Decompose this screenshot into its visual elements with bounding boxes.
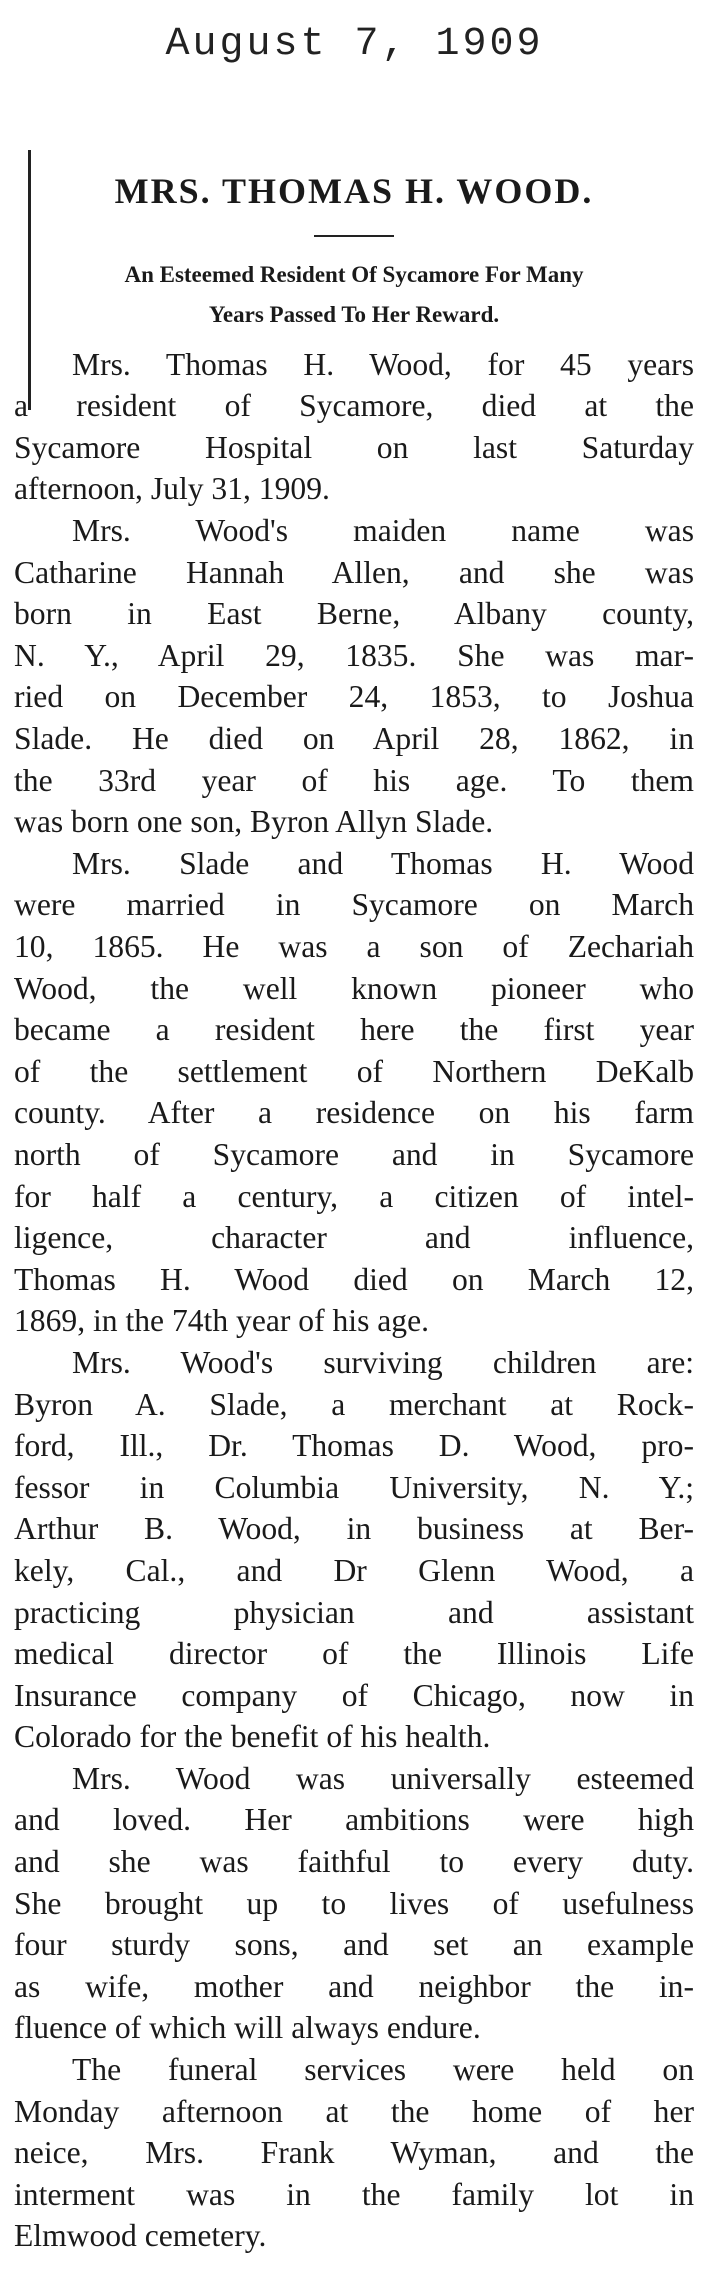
paragraph-line: practicing physician and assistant: [14, 1594, 694, 1630]
paragraph-line: neice, Mrs. Frank Wyman, and the: [14, 2135, 694, 2171]
paragraph-line: and she was faithful to every duty.: [14, 1844, 694, 1880]
paragraph-line: ried on December 24, 1853, to Joshua: [14, 679, 694, 715]
paragraph-line: Catharine Hannah Allen, and she was: [14, 554, 694, 590]
article-paragraph: [14, 843, 694, 1342]
paragraph-line: were married in Sycamore on March: [14, 887, 694, 923]
date-header: August 7, 1909: [165, 22, 544, 67]
paragraph-line: N. Y., April 29, 1835. She was mar-: [14, 637, 694, 673]
paragraph-line: of the settlement of Northern DeKalb: [14, 1053, 694, 1089]
paragraph-line: ford, Ill., Dr. Thomas D. Wood, pro-: [14, 1428, 694, 1464]
paragraph-line: county. After a residence on his farm: [14, 1095, 694, 1131]
paragraph-line: afternoon, July 31, 1909.: [14, 471, 330, 507]
paragraph-line: became a resident here the first year: [14, 1012, 694, 1048]
article-paragraph: [14, 344, 694, 510]
paragraph-line: north of Sycamore and in Sycamore: [14, 1136, 694, 1172]
paragraph-line: Elmwood cemetery.: [14, 2218, 267, 2254]
paragraph-line: born in East Berne, Albany county,: [14, 596, 694, 632]
paragraph-line: and loved. Her ambitions were high: [14, 1802, 694, 1838]
paragraph-line: 1869, in the 74th year of his age.: [14, 1303, 430, 1339]
subheadline-line-2: Years Passed To Her Reward.: [208, 302, 500, 328]
obituary-article: [14, 160, 694, 2257]
paragraph-line: ligence, character and influence,: [14, 1220, 694, 1256]
paragraph-line: Mrs. Wood's surviving children are:: [72, 1344, 694, 1380]
paragraph-line: Wood, the well known pioneer who: [14, 970, 694, 1006]
paragraph-line: Arthur B. Wood, in business at Ber-: [14, 1511, 694, 1547]
paragraph-line: Colorado for the benefit of his health.: [14, 1719, 491, 1755]
paragraph-line: Mrs. Thomas H. Wood, for 45 years: [72, 346, 694, 382]
article-paragraph: [14, 1758, 694, 2049]
paragraph-line: a resident of Sycamore, died at the: [14, 388, 694, 424]
paragraph-line: Mrs. Slade and Thomas H. Wood: [72, 845, 694, 881]
paragraph-line: for half a century, a citizen of intel-: [14, 1178, 694, 1214]
paragraph-line: the 33rd year of his age. To them: [14, 762, 694, 798]
paragraph-line: Slade. He died on April 28, 1862, in: [14, 721, 694, 757]
paragraph-line: Sycamore Hospital on last Saturday: [14, 429, 694, 465]
paragraph-line: four sturdy sons, and set an example: [14, 1927, 694, 1963]
article-paragraph: [14, 1342, 694, 1758]
paragraph-line: fessor in Columbia University, N. Y.;: [14, 1469, 694, 1505]
paragraph-line: interment was in the family lot in: [14, 2176, 694, 2212]
headline-divider: [314, 235, 394, 237]
paragraph-line: Byron A. Slade, a merchant at Rock-: [14, 1386, 694, 1422]
paragraph-line: Thomas H. Wood died on March 12,: [14, 1261, 694, 1297]
subheadline-line-1: An Esteemed Resident Of Sycamore For Many: [124, 262, 584, 288]
article-subheadline: [14, 255, 694, 336]
paragraph-line: Insurance company of Chicago, now in: [14, 1677, 694, 1713]
article-paragraph: [14, 510, 694, 843]
paragraph-line: kely, Cal., and Dr Glenn Wood, a: [14, 1552, 694, 1588]
paragraph-line: She brought up to lives of usefulness: [14, 1885, 694, 1921]
paragraph-line: medical director of the Illinois Life: [14, 1636, 694, 1672]
paragraph-line: 10, 1865. He was a son of Zechariah: [14, 929, 694, 964]
article-body: [14, 344, 694, 2257]
paragraph-line: as wife, mother and neighbor the in-: [14, 1968, 694, 2004]
paragraph-line: Mrs. Wood's maiden name was: [72, 513, 694, 549]
paragraph-line: was born one son, Byron Allyn Slade.: [14, 804, 494, 840]
paragraph-line: Mrs. Wood was universally esteemed: [72, 1760, 694, 1796]
paragraph-line: fluence of which will always endure.: [14, 2010, 481, 2046]
paragraph-line: The funeral services were held on: [72, 2052, 694, 2088]
article-paragraph: [14, 2049, 694, 2257]
article-headline: MRS. THOMAS H. WOOD.: [114, 171, 594, 211]
paragraph-line: Monday afternoon at the home of her: [14, 2093, 694, 2129]
